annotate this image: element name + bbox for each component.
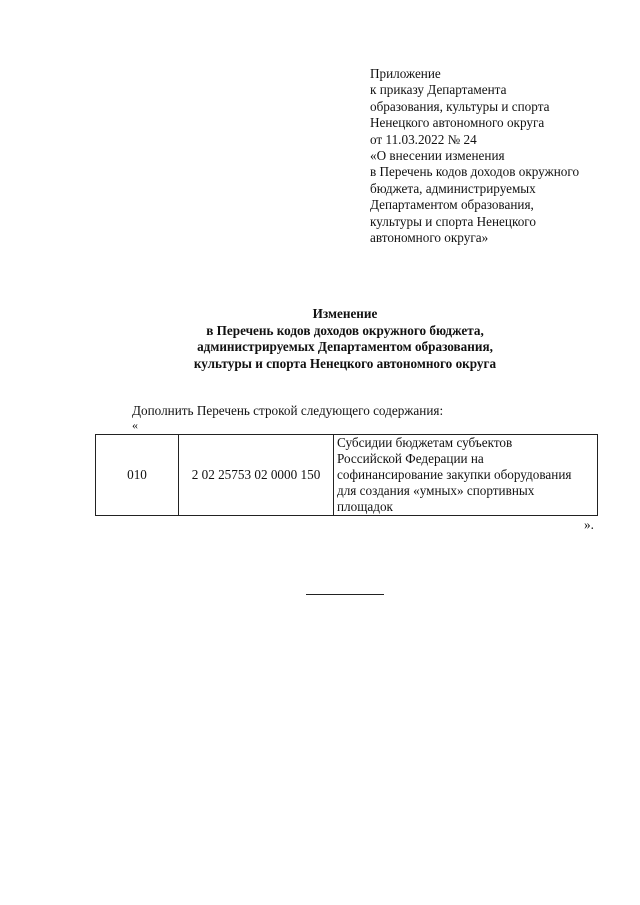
title-line: культуры и спорта Ненецкого автономного округа	[193, 355, 497, 371]
revenue-name-line: Субсидии бюджетам субъектов	[337, 435, 513, 450]
appendix-line: «О внесении изменения	[370, 148, 505, 164]
intro-paragraph: Дополнить Перечень строкой следующего содержания:	[132, 403, 444, 418]
appendix-line: к приказу Департамента	[370, 82, 507, 98]
appendix-line: бюджета, администрируемых	[370, 180, 536, 196]
appendix-order-date: от 11.03.2022 № 24	[370, 131, 477, 147]
admin-code-cell: 010	[96, 435, 179, 516]
revenue-name-line: для создания «умных» спортивных	[337, 483, 535, 498]
appendix-line: Ненецкого автономного округа	[370, 115, 545, 131]
appendix-line: Департаментом образования,	[370, 197, 534, 213]
appendix-line: в Перечень кодов доходов окружного	[370, 164, 580, 180]
revenue-name-line: софинансирование закупки оборудования	[337, 467, 572, 482]
appendix-line: образования, культуры и спорта	[370, 98, 550, 114]
revenue-name-line: Российской Федерации на	[337, 451, 484, 466]
appendix-line: культуры и спорта Ненецкого	[370, 213, 536, 229]
title-line: в Перечень кодов доходов окружного бюджета,	[206, 322, 484, 338]
title-heading: Изменение	[312, 306, 378, 321]
appendix-line: Приложение	[370, 66, 441, 81]
opening-quote-mark: «	[132, 418, 138, 432]
end-separator-line	[306, 594, 384, 595]
table-row	[96, 435, 598, 516]
revenue-codes-table	[95, 434, 598, 516]
revenue-code-cell: 2 02 25753 02 0000 150	[179, 435, 334, 516]
title-line: администрируемых Департаментом образования,	[197, 339, 493, 355]
revenue-name-line: площадок	[337, 499, 393, 514]
closing-quote-mark: ».	[584, 517, 594, 532]
document-title	[150, 306, 540, 372]
appendix-block	[370, 66, 632, 246]
revenue-name-cell	[334, 435, 598, 516]
appendix-line: автономного округа»	[370, 230, 489, 246]
